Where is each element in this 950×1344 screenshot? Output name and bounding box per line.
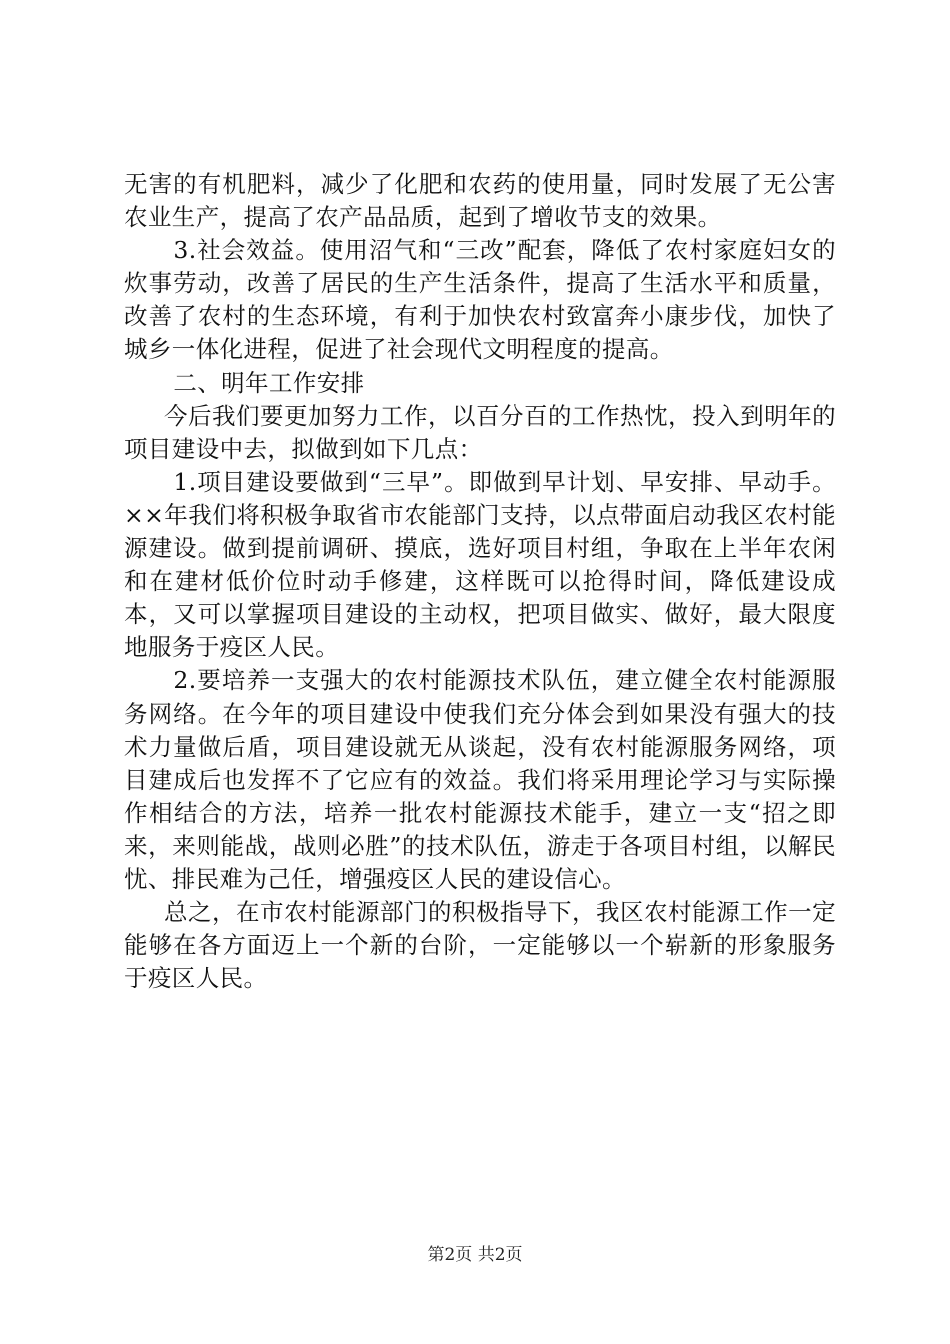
paragraph-item-2: 2.要培养一支强大的农村能源技术队伍，建立健全农村能源服务网络。在今年的项目建设中使我们充分体会到如果没有强大的技术力量做后盾，项目建设就无从谈起，没有农村能源服务网络，项目建成后也发挥不了它应有的效益。我们将采用理论学习与实际操作相结合的方法，培养一批农村能源技术能手，建立一支“招之即来，来则能战，战则必胜”的技术队伍，游走于各项目村组，以解民忧、排民难为己任，增强疫区人民的建设信心。 — [124, 666, 836, 893]
paragraph-intro-plan: 今后我们要更加努力工作，以百分百的工作热忱，投入到明年的项目建设中去，拟做到如下几点： — [124, 401, 836, 463]
paragraph-social-benefit: 3.社会效益。使用沼气和“三改”配套，降低了农村家庭妇女的炊事劳动，改善了居民的生产生活条件，提高了生活水平和质量，改善了农村的生态环境，有利于加快农村致富奔小康步伐，加快了城乡一体化进程，促进了社会现代文明程度的提高。 — [124, 236, 836, 364]
page-footer — [0, 1244, 950, 1266]
document-body — [124, 168, 836, 995]
paragraph-item-1: 1.项目建设要做到“三早”。即做到早计划、早安排、早动手。××年我们将积极争取省市农能部门支持，以点带面启动我区农村能源建设。做到提前调研、摸底，选好项目村组，争取在上半年农闲和在建材低价位时动手修建，这样既可以抢得时间，降低建设成本，又可以掌握项目建设的主动权，把项目做实、做好，最大限度地服务于疫区人民。 — [124, 467, 836, 662]
section-heading-next-year: 二、明年工作安排 — [173, 368, 365, 397]
paragraph-continuation: 无害的有机肥料，减少了化肥和农药的使用量，同时发展了无公害农业生产，提高了农产品品质，起到了增收节支的效果。 — [124, 170, 836, 232]
paragraph-conclusion: 总之，在市农村能源部门的积极指导下，我区农村能源工作一定能够在各方面迈上一个新的台阶，一定能够以一个崭新的形象服务于疫区人民。 — [124, 898, 836, 993]
page-number-label: 第2页 共2页 — [427, 1245, 523, 1265]
